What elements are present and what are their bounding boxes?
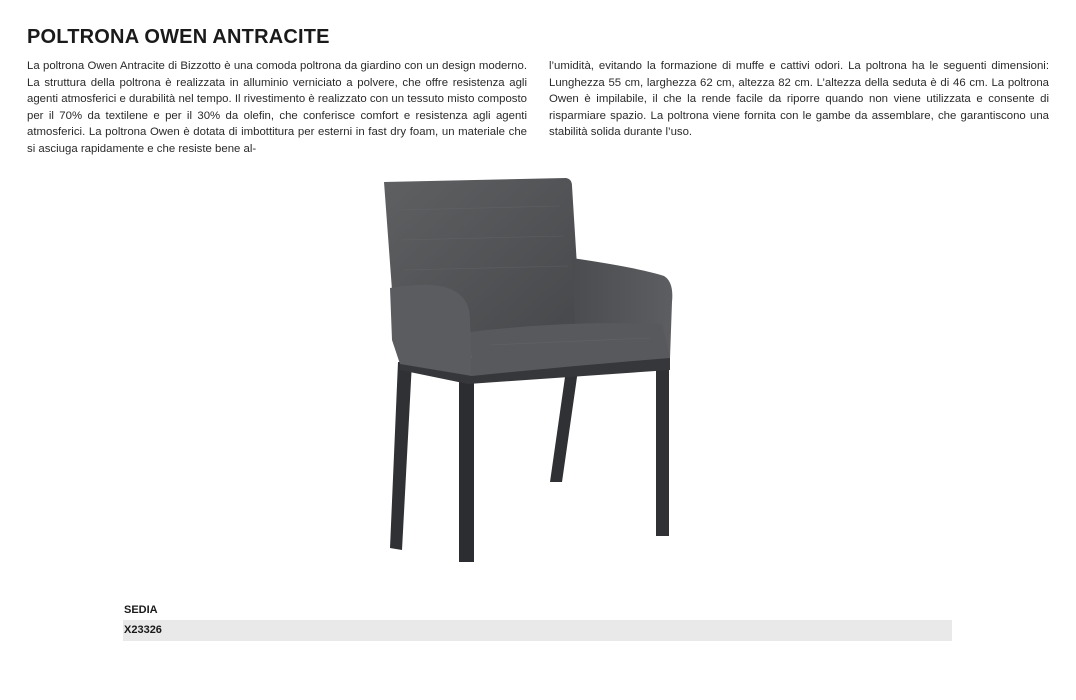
description-right: l’umidità, evitando la formazione di muffe e cattivi odori. La poltrona ha le seguenti dimensioni: Lunghezza 55 cm, larghezza 62 cm, altezza 82 cm. L’altezza della seduta è di 46 cm. La poltrona Owen è impilabile, il che la rende facile da riporre quando non viene utilizzata e consente di risparmiare spazio. La poltrona viene fornita con le gambe da assemblare, che garantiscono una stabilità solida durante l’uso. bbox=[549, 60, 1049, 139]
spec-table-header: SEDIA bbox=[124, 604, 158, 616]
armchair-photo bbox=[340, 170, 740, 580]
page-title: POLTRONA OWEN ANTRACITE bbox=[27, 26, 330, 48]
table-row: X23326 bbox=[123, 620, 952, 641]
description-left: La poltrona Owen Antracite di Bizzotto è una comoda poltrona da giardino con un design moderno. La struttura della poltrona è realizzata in alluminio verniciato a polvere, che offre resistenza agli agenti atmosferici e durabilità nel tempo. Il rivestimento è realizzato con un tessuto misto composto per il 70% da textilene e per il 30% da olefin, che conferisce comfort e resistenza agli agenti atmosferici. La poltrona Owen è dotata di imbottitura per esterni in fast dry foam, un materiale che si asciuga rapidamente e che resiste bene al- bbox=[27, 60, 527, 155]
spec-table bbox=[123, 600, 952, 641]
